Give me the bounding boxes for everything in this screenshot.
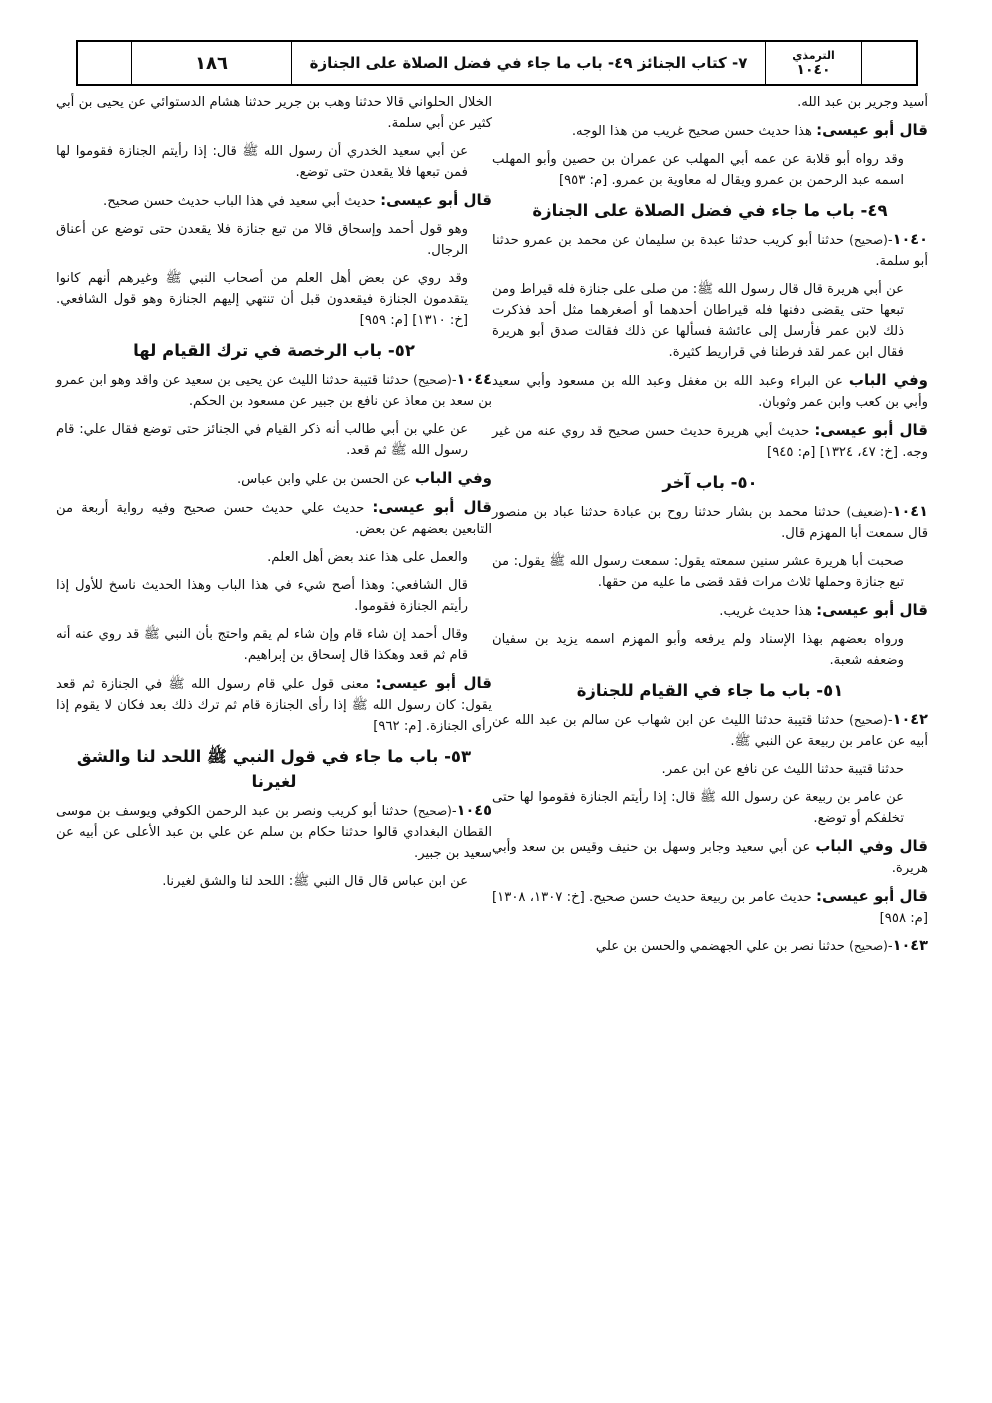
paragraph-text: حدثنا أبو كريب ونصر بن عبد الرحمن الكوفي ويوسف بن موسى القطان البغدادي قالوا حدثنا حكام بن سلم عن علي بن عبد الأعلى عن أبيه عن سعيد بن جبير. — [56, 804, 492, 861]
paragraph-text: حدثنا محمد بن بشار حدثنا روح بن عبادة حدثنا عباد بن منصور قال سمعت أبا المهزم قال. — [492, 505, 928, 541]
paragraph-text: هذا حديث غريب. — [719, 604, 817, 619]
paragraph-text: صحبت أبا هريرة عشر سنين سمعته يقول: سمعت رسول الله ﷺ يقول: من تبع جنازة وحملها ثلاث مرات فقد قضى ما عليه من حقها. — [492, 554, 904, 590]
paragraph-text: حديث أبي هريرة حديث حسن صحيح قد روي عنه من غير وجه. [خ: ٤٧، ١٣٢٤] [م: ٩٤٥] — [492, 424, 928, 460]
paragraph-text: قال الشافعي: وهذا أصح شيء في هذا الباب وهذا الحديث ناسخ للأول إذا رأيتم الجنازة فقوموا. — [56, 578, 468, 614]
text-paragraph — [56, 92, 492, 134]
hadith-number: ١٠٤٤ — [456, 372, 492, 388]
commentary-label: وفي الباب — [848, 371, 928, 389]
paragraph-text: حدثنا قتيبة حدثنا الليث عن نافع عن ابن عمر. — [661, 762, 904, 777]
paragraph-text: عن علي بن أبي طالب أنه ذكر القيام في الجنائز حتى توضع فقال علي: قام رسول الله ﷺ ثم قعد. — [56, 422, 468, 458]
hadith-reference — [766, 42, 862, 84]
chapter-title: ٧- كتاب الجنائز ٤٩- باب ما جاء في فضل الصلاة على الجنازة — [292, 42, 766, 84]
paragraph-text: وقال أحمد إن شاء قام وإن شاء لم يقم واحتج بأن النبي ﷺ قد روي عنه أنه قام ثم قعد وهكذا قال إسحاق بن إبراهيم. — [56, 627, 468, 663]
paragraph-text: الخلال الحلواني قالا حدثنا وهب بن جرير حدثنا هشام الدستوائي عن يحيى بن أبي كثير عن أبي سلمة. — [56, 95, 492, 131]
page-number: ١٨٦ — [132, 42, 292, 84]
book-name: الترمذي — [792, 49, 835, 62]
paragraph-text: عن الحسن بن علي وابن عباس. — [236, 472, 415, 487]
hadith-paragraph: ١٠٤٣-(صحيح) حدثنا نصر بن علي الجهضمي والحسن بن علي — [595, 938, 928, 954]
paragraph-text: عن ابن عباس قال قال النبي ﷺ: اللحد لنا والشق لغيرنا. — [162, 874, 468, 889]
text-paragraph — [492, 120, 928, 142]
text-paragraph — [56, 268, 492, 331]
hadith-number: ١٠٤١ — [892, 504, 928, 520]
text-paragraph — [56, 141, 492, 183]
hadith-grade: (صحيح) — [413, 373, 452, 387]
commentary-label: قال أبو عيسى: — [816, 121, 928, 139]
paragraph-text: وهو قول أحمد وإسحاق قالا من تبع جنازة فلا يقعدن حتى توضع عن أعناق الرجال. — [56, 222, 468, 258]
hadith-paragraph: ١٠٤٤-(صحيح) حدثنا قتيبة حدثنا الليث عن يحيى بن سعيد عن واقد وهو ابن عمرو بن سعد بن معاذ عن نافع بن جبير عن مسعود بن الحكم. — [55, 372, 492, 409]
chapter-heading: ٥٣- باب ما جاء في قول النبي ﷺ اللحد لنا والشق لغيرنا — [76, 747, 472, 791]
paragraph-text: عن عامر بن ربيعة عن رسول الله ﷺ قال: إذا رأيتم الجنازة فقوموا لها حتى تخلفكم أو توضع. — [492, 790, 904, 826]
paragraph-text: حديث أبي سعيد في هذا الباب حديث حسن صحيح. — [103, 194, 381, 209]
commentary-label: قال أبو عيسى: — [816, 601, 928, 619]
paragraph-text: عن أبي سعيد الخدري أن رسول الله ﷺ قال: إذا رأيتم الجنازة فقوموا لها فمن تبعها فلا يقعدن حتى توضع. — [56, 144, 468, 180]
text-paragraph — [56, 871, 492, 892]
hadith-grade: (صحيح) — [849, 939, 888, 953]
header-empty-cell — [862, 42, 916, 84]
chapter-heading: ٥٠- باب آخر — [662, 473, 758, 492]
text-paragraph — [492, 629, 928, 671]
chapter-heading: ٥١- باب ما جاء في القيام للجنازة — [576, 681, 844, 700]
hadith-grade: (صحيح) — [849, 713, 888, 727]
text-paragraph — [492, 787, 928, 829]
commentary-label: قال أبو عيسى: — [814, 421, 928, 439]
right-text-column — [492, 92, 928, 964]
paragraph-text: وقد رواه أبو قلابة عن عمه أبي المهلب عن عمران بن حصين وأبو المهلب اسمه عبد الرحمن بن عمرو ويقال له معاوية بن عمرو. [م: ٩٥٣] — [492, 152, 904, 188]
left-text-column — [56, 92, 492, 899]
hadith-number: ١٠٤٠ — [892, 232, 928, 248]
text-paragraph — [492, 420, 928, 463]
text-paragraph — [492, 759, 928, 780]
commentary-label: قال أبو عيسى: — [380, 191, 492, 209]
text-paragraph — [56, 190, 492, 212]
text-paragraph — [492, 279, 928, 363]
paragraph-text: والعمل على هذا عند بعض أهل العلم. — [267, 550, 468, 565]
paragraph-text: حديث عامر بن ربيعة حديث حسن صحيح. [خ: ١٣٠٧، ١٣٠٨] [م: ٩٥٨] — [492, 890, 928, 926]
hadith-range-number: ١٠٤٠ — [796, 62, 831, 78]
paragraph-text: حدثنا قتيبة حدثنا الليث عن ابن شهاب عن سالم بن عبد الله عن أبيه عن عامر بن ربيعة عن النبي ﷺ. — [492, 713, 928, 749]
paragraph-text: أسيد وجرير بن عبد الله. — [797, 95, 928, 110]
text-paragraph — [492, 551, 928, 593]
text-paragraph — [56, 624, 492, 666]
text-paragraph — [492, 836, 928, 879]
paragraph-text: ورواه بعضهم بهذا الإسناد ولم يرفعه وأبو المهزم اسمه يزيد بن سفيان وضعفه شعبة. — [492, 632, 904, 668]
hadith-number: ١٠٤٥ — [456, 803, 492, 819]
text-paragraph — [56, 547, 492, 568]
commentary-label: قال أبو عيسى: — [815, 887, 929, 905]
paragraph-text: هذا حديث حسن صحيح غريب من هذا الوجه. — [571, 124, 817, 139]
paragraph-text: عن أبي سعيد وجابر وسهل بن حنيف وقيس بن سعد وأبي هريرة. — [492, 840, 928, 876]
hadith-number: ١٠٤٢ — [892, 712, 928, 728]
text-paragraph — [492, 886, 928, 929]
text-paragraph — [492, 149, 928, 191]
chapter-heading: ٥٢- باب الرخصة في ترك القيام لها — [133, 341, 415, 360]
text-paragraph — [56, 419, 492, 461]
paragraph-text: حدثنا قتيبة حدثنا الليث عن يحيى بن سعيد عن واقد وهو ابن عمرو بن سعد بن معاذ عن نافع بن جبير عن مسعود بن الحكم. — [55, 373, 492, 409]
hadith-paragraph: ١٠٤١-(ضعيف) حدثنا محمد بن بشار حدثنا روح بن عبادة حدثنا عباد بن منصور قال سمعت أبا المهزم قال. — [492, 504, 928, 541]
paragraph-text: وقد روي عن بعض أهل العلم من أصحاب النبي ﷺ وغيرهم أنهم كانوا يتقدمون الجنازة فيقعدون قبل أن تنتهي إليهم الجنازة وهو قول الشافعي. [خ: ١٣١٠] [م: ٩٥٩] — [56, 271, 468, 328]
paragraph-text: عن أبي هريرة قال قال رسول الله ﷺ: من صلى على جنازة فله قيراط ومن تبعها حتى يقضى دفنها فله قيراطان أحدهما أو أصغرهما مثل أحد فذكرت ذلك لابن عمر فأرسل إلى عائشة فسألها عن ذلك فقالت صدق أبو هريرة فقال ابن عمر لقد فرطنا في قراريط كثيرة. — [492, 282, 904, 360]
commentary-label: وفي الباب — [414, 469, 492, 487]
text-paragraph — [56, 673, 492, 737]
hadith-paragraph: ١٠٤٢-(صحيح) حدثنا قتيبة حدثنا الليث عن ابن شهاب عن سالم بن عبد الله عن أبيه عن عامر بن ربيعة عن النبي ﷺ. — [492, 712, 928, 749]
paragraph-text: حدثنا نصر بن علي الجهضمي والحسن بن علي — [595, 939, 850, 954]
hadith-grade: (صحيح) — [413, 804, 452, 818]
chapter-heading: ٤٩- باب ما جاء في فضل الصلاة على الجنازة — [532, 201, 888, 220]
paragraph-text: معنى قول علي قام رسول الله ﷺ في الجنازة ثم قعد يقول: كان رسول الله ﷺ إذا رأى الجنازة قام ثم ترك ذلك بعد فكان لا يقوم إذا رأى الجنازة. [م: ٩٦٢] — [56, 677, 492, 734]
paragraph-text: حدثنا أبو كريب حدثنا عبدة بن سليمان عن محمد بن عمرو حدثنا أبو سلمة. — [492, 233, 928, 269]
commentary-label: قال وفي الباب — [815, 837, 928, 855]
text-paragraph — [492, 600, 928, 622]
text-paragraph — [56, 219, 492, 261]
hadith-paragraph: ١٠٤٠-(صحيح) حدثنا أبو كريب حدثنا عبدة بن سليمان عن محمد بن عمرو حدثنا أبو سلمة. — [492, 232, 928, 269]
commentary-label: قال أبو عيسى: — [375, 674, 492, 692]
hadith-grade: (ضعيف) — [846, 505, 888, 519]
paragraph-text: عن البراء وعبد الله بن مغفل وعبد الله بن مسعود وأبي سعيد وأبي بن كعب وابن عمر وثوبان. — [492, 374, 928, 410]
text-paragraph — [492, 92, 928, 113]
running-header — [76, 40, 918, 86]
hadith-paragraph: ١٠٤٥-(صحيح) حدثنا أبو كريب ونصر بن عبد الرحمن الكوفي ويوسف بن موسى القطان البغدادي قالوا حدثنا حكام بن سلم عن علي بن عبد الأعلى عن أبيه عن سعيد بن جبير. — [56, 803, 492, 861]
header-empty-cell — [78, 42, 132, 84]
text-paragraph — [492, 370, 928, 413]
text-paragraph — [56, 497, 492, 540]
text-paragraph — [56, 468, 492, 490]
hadith-number: ١٠٤٣ — [892, 938, 928, 954]
commentary-label: قال أبو عيسى: — [372, 498, 492, 516]
paragraph-text: حديث علي حديث حسن صحيح وفيه رواية أربعة من التابعين بعضهم عن بعض. — [56, 501, 492, 537]
hadith-grade: (صحيح) — [849, 233, 888, 247]
text-paragraph — [56, 575, 492, 617]
